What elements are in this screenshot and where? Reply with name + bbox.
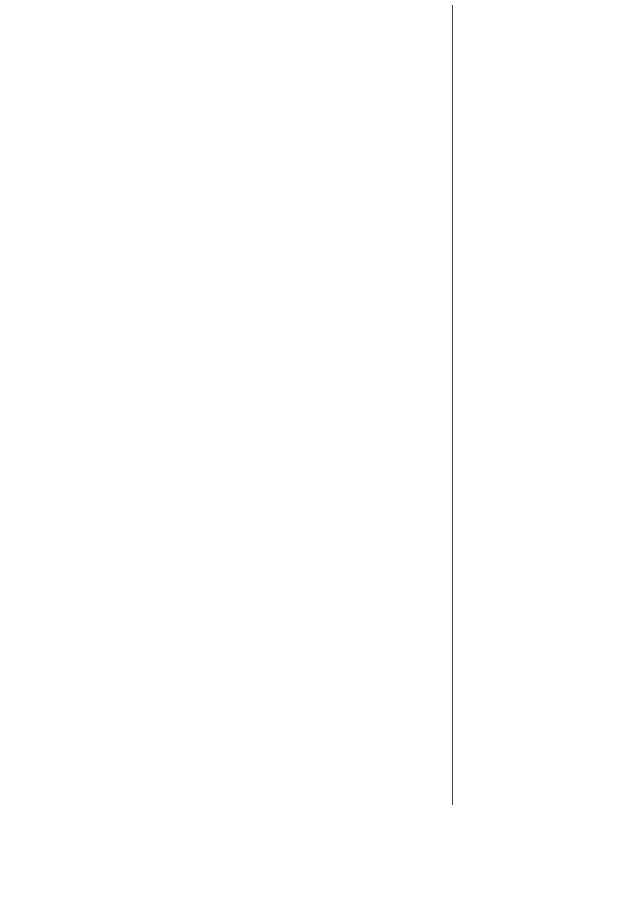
title-rule bbox=[452, 5, 453, 805]
